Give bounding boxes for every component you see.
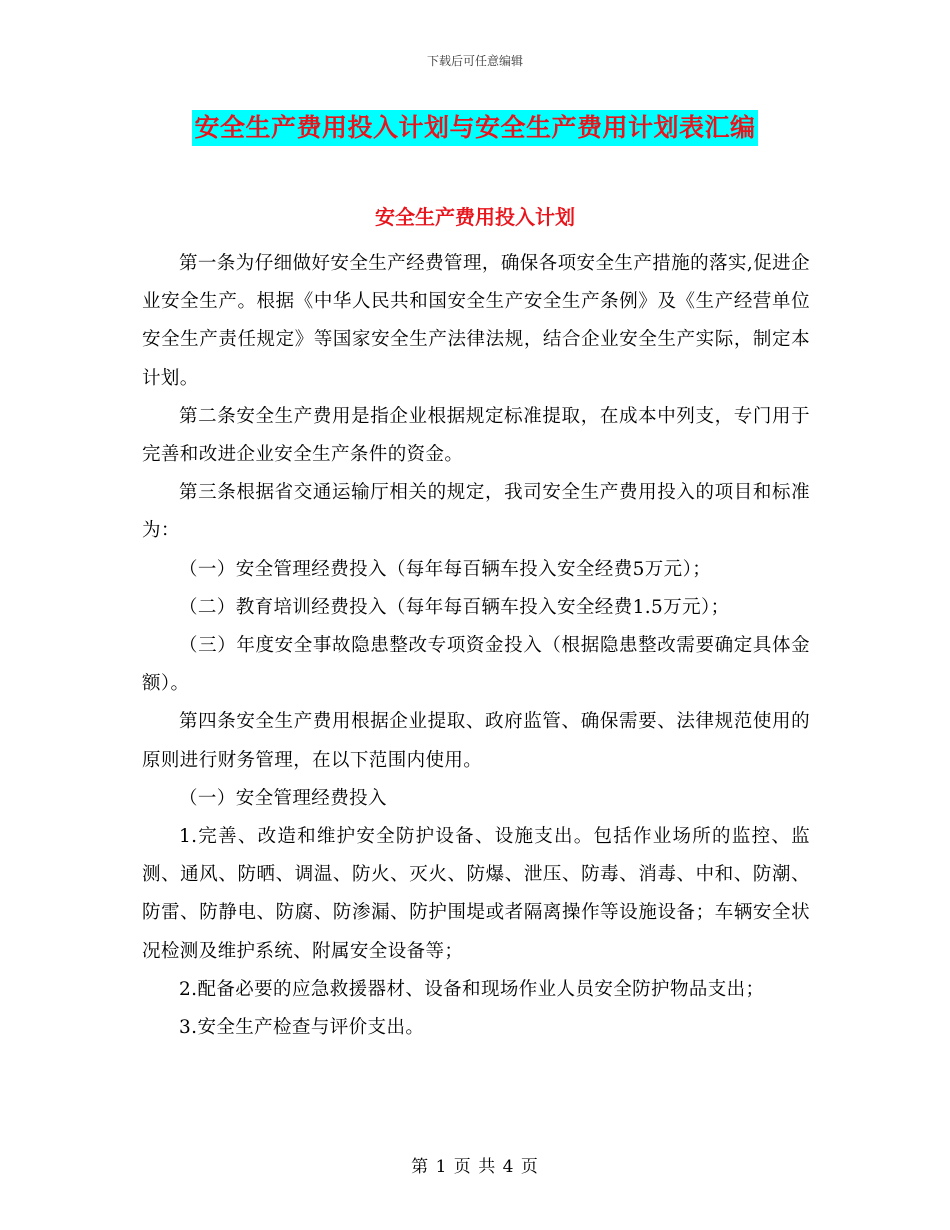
page-footer: 第 1 页 共 4 页 <box>411 1157 539 1177</box>
paragraph-1: 第一条为仔细做好安全生产经费管理，确保各项安全生产措施的落实,促进企业安全生产。根据《中华人民共和国安全生产安全生产条例》及《生产经营单位安全生产责任规定》等国家安全生产法律法规，结合企业安全生产实际，制定本计划。 <box>142 253 810 389</box>
paragraph-10: 2.配备必要的应急救援器材、设备和现场作业人员安全防护物品支出； <box>179 978 765 1000</box>
document-body <box>142 245 810 1047</box>
main-title: 安全生产费用投入计划与安全生产费用计划表汇编 <box>192 110 757 146</box>
section-title: 安全生产费用投入计划 <box>375 205 575 229</box>
paragraph-3: 第三条根据省交通运输厅相关的规定，我司安全生产费用投入的项目和标准为： <box>142 482 810 542</box>
paragraph-6: （三）年度安全事故隐患整改专项资金投入（根据隐患整改需要确定具体金额）。 <box>142 635 810 695</box>
paragraph-8: （一）安全管理经费投入 <box>179 787 387 809</box>
paragraph-9: 1.完善、改造和维护安全防护设备、设施支出。包括作业场所的监控、监测、通风、防晒、调温、防火、灭火、防爆、泄压、防毒、消毒、中和、防潮、防雷、防静电、防腐、防渗漏、防护围堤或者隔离操作等设施设备；车辆安全状况检测及维护系统、附属安全设备等； <box>142 826 810 962</box>
paragraph-2: 第二条安全生产费用是指企业根据规定标准提取，在成本中列支，专门用于完善和改进企业安全生产条件的资金。 <box>142 405 810 466</box>
page-header-note: 下载后可任意编辑 <box>426 54 523 68</box>
paragraph-5: （二）教育培训经费投入（每年每百辆车投入安全经费1.5万元）； <box>179 596 730 618</box>
main-title-container <box>0 110 950 146</box>
paragraph-7: 第四条安全生产费用根据企业提取、政府监管、确保需要、法律规范使用的原则进行财务管理，在以下范围内使用。 <box>142 711 810 771</box>
paragraph-4: （一）安全管理经费投入（每年每百辆车投入安全经费5万元）； <box>179 558 712 580</box>
paragraph-11: 3.安全生产检查与评价支出。 <box>179 1017 425 1039</box>
